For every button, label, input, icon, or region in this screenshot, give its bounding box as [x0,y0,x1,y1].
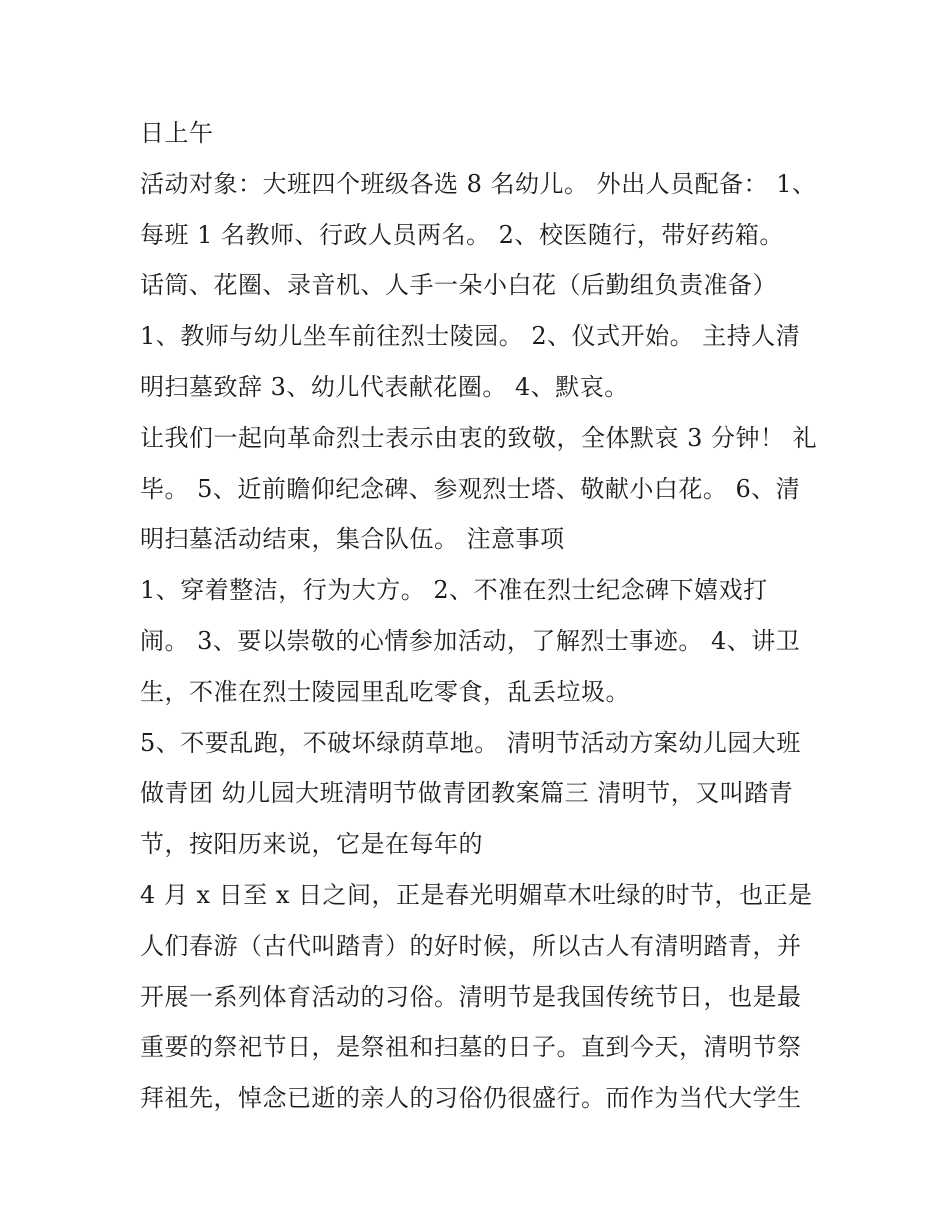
text-line: 闹。 3、要以崇敬的心情参加活动，了解烈士事迹。 4、讲卫 [140,626,801,655]
text-line: 4 月 x 日至 x 日之间，正是春光明媚草木吐绿的时节，也正是 [140,880,813,909]
text-line: 做青团 幼儿园大班清明节做青团教案篇三 清明节，又叫踏青 [140,779,794,808]
text-line: 节，按阳历来说，它是在每年的 [140,830,483,859]
text-line: 1、穿着整洁，行为大方。 2、不准在烈士纪念碑下嬉戏打 [140,576,768,605]
text-line: 每班 1 名教师、行政人员两名。 2、校医随行，带好药箱。 [140,220,784,249]
text-line: 人们春游（古代叫踏青）的好时候，所以古人有清明踏青，并 [140,931,802,960]
text-line: 话筒、花圈、录音机、人手一朵小白花（后勤组负责准备） [140,271,777,300]
text-line: 1、教师与幼儿坐车前往烈士陵园。 2、仪式开始。 主持人清 [140,322,801,351]
text-line: 活动对象：大班四个班级各选 8 名幼儿。 外出人员配备： 1、 [140,169,817,198]
document-body [140,108,830,1124]
text-line: 明扫墓致辞 3、幼儿代表献花圈。 4、默哀。 [140,372,629,401]
text-line: 生，不准在烈士陵园里乱吃零食，乱丢垃圾。 [140,677,630,706]
text-line: 明扫墓活动结束，集合队伍。 注意事项 [140,525,565,554]
text-line: 毕。 5、近前瞻仰纪念碑、参观烈士塔、敬献小白花。 6、清 [140,474,801,503]
text-line: 5、不要乱跑，不破坏绿荫草地。 清明节活动方案幼儿园大班 [140,728,801,757]
text-line: 拜祖先，悼念已逝的亲人的习俗仍很盛行。而作为当代大学生 [140,1084,802,1113]
text-line: 开展一系列体育活动的习俗。清明节是我国传统节日，也是最 [140,982,802,1011]
text-line: 让我们一起向革命烈士表示由衷的致敬，全体默哀 3 分钟！ 礼 [140,423,818,452]
text-line: 日上午 [140,119,214,147]
text-line: 重要的祭祀节日，是祭祖和扫墓的日子。直到今天，清明节祭 [140,1033,802,1062]
